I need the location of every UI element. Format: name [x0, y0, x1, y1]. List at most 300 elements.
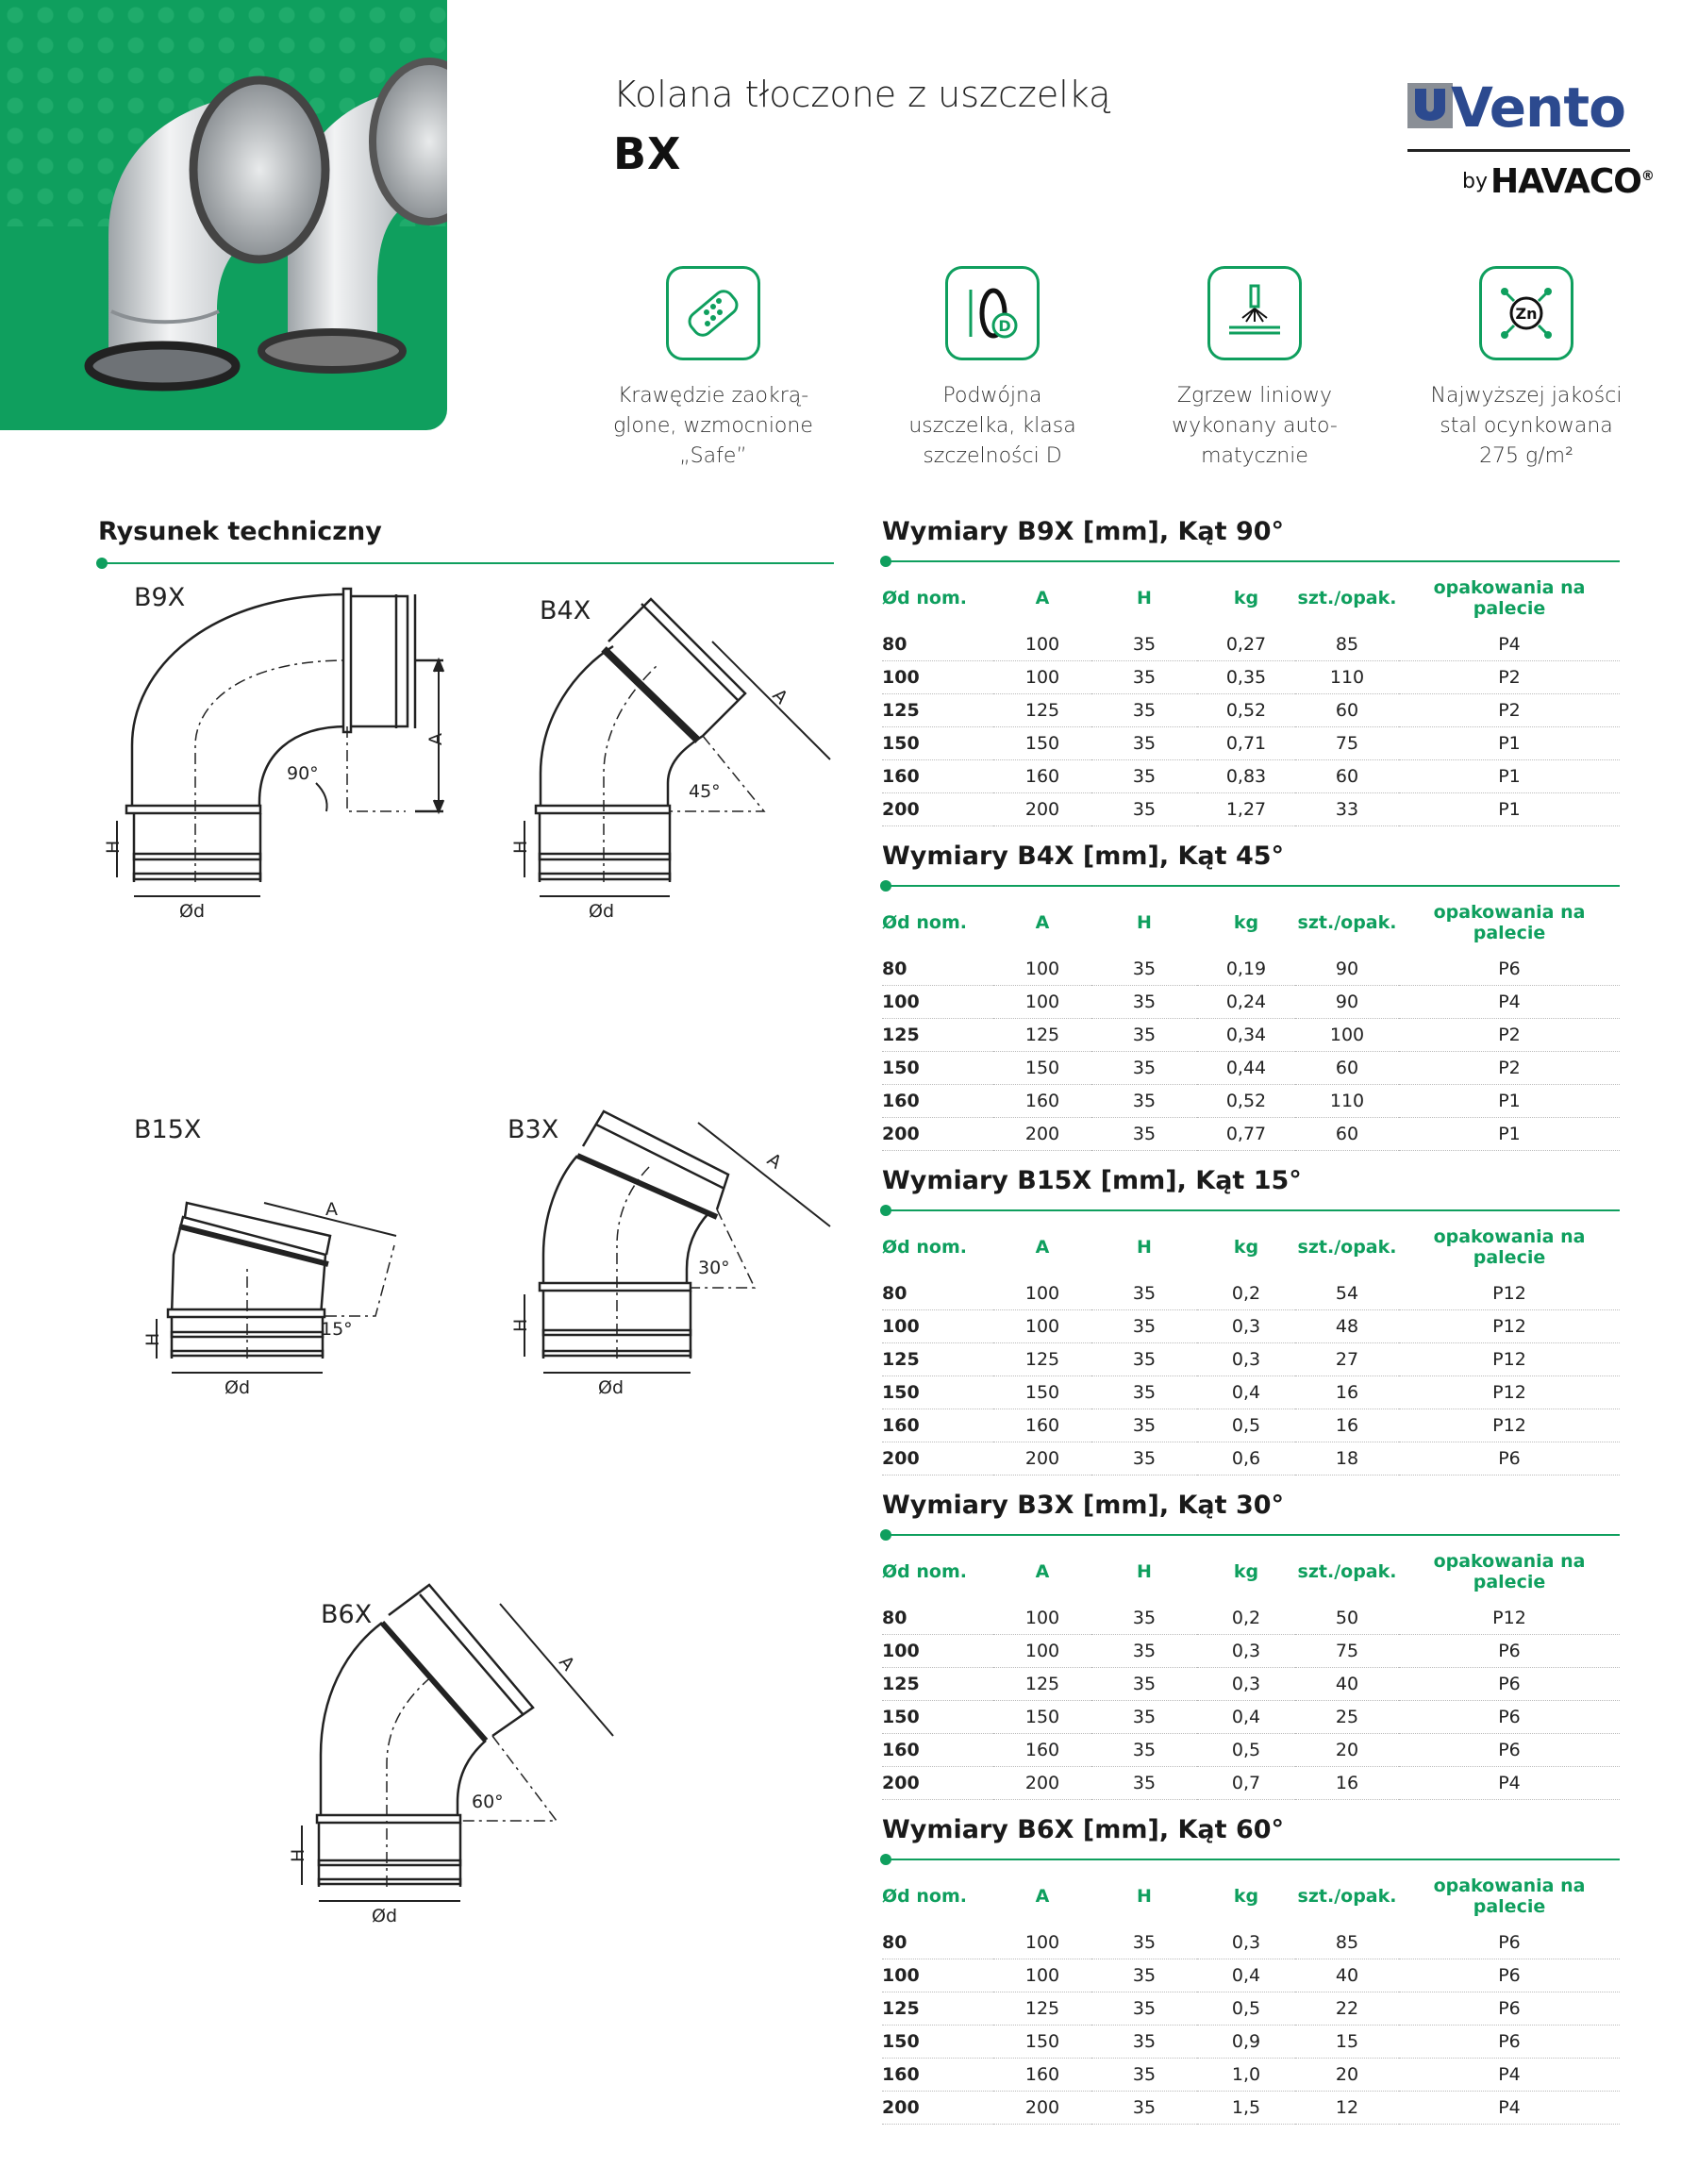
- table-cell: 80: [882, 1926, 993, 1959]
- table-cell: 16: [1295, 1409, 1399, 1442]
- column-header: opakowania na palecie: [1433, 1876, 1586, 1917]
- table-cell: 80: [882, 953, 993, 986]
- svg-text:60°: 60°: [472, 1792, 504, 1812]
- table-row: [882, 953, 1620, 986]
- table-cell: 200: [882, 2092, 993, 2125]
- table-cell: 60: [1295, 694, 1399, 727]
- table-cell: 40: [1295, 1668, 1399, 1701]
- table-cell: 100: [993, 1926, 1091, 1959]
- table-cell: 100: [993, 1959, 1091, 1992]
- feature-weld-seam: [1141, 266, 1368, 472]
- table-cell: 1,0: [1197, 2059, 1295, 2092]
- table-cell: P6: [1399, 1668, 1620, 1701]
- column-header: kg: [1233, 1886, 1259, 1907]
- table-cell: 35: [1091, 1602, 1197, 1635]
- table-cell: 35: [1091, 953, 1197, 986]
- table-cell: P12: [1399, 1310, 1620, 1343]
- table-cell: 160: [882, 1734, 993, 1767]
- vento-logo: [1407, 75, 1654, 208]
- column-header: opakowania na palecie: [1433, 902, 1586, 943]
- table-row: [882, 1668, 1620, 1701]
- column-header: A: [1035, 1237, 1050, 1258]
- table-cell: 85: [1295, 1926, 1399, 1959]
- table-cell: 35: [1091, 1052, 1197, 1085]
- drawing-label-b4x: B4X: [540, 596, 591, 625]
- table-row: [882, 1442, 1620, 1475]
- column-header: kg: [1233, 912, 1259, 933]
- table-spacer: [882, 1917, 1620, 1926]
- column-header: H: [1137, 1237, 1152, 1258]
- table-cell: 0,52: [1197, 694, 1295, 727]
- table-rule: [882, 885, 1620, 887]
- table-cell: 150: [882, 1052, 993, 1085]
- table-cell: 35: [1091, 760, 1197, 793]
- table-cell: P6: [1399, 1701, 1620, 1734]
- table-spacer: [882, 943, 1620, 953]
- table-cell: 125: [993, 1668, 1091, 1701]
- logo-rule: [1407, 149, 1630, 152]
- double-seal-icon: [945, 266, 1040, 360]
- table-cell: 90: [1295, 953, 1399, 986]
- table-cell: 0,3: [1197, 1343, 1295, 1376]
- table-cell: 54: [1295, 1277, 1399, 1310]
- table-cell: 0,5: [1197, 1992, 1295, 2026]
- svg-text:Zn: Zn: [1515, 305, 1538, 323]
- table-cell: P6: [1399, 1734, 1620, 1767]
- table-cell: 100: [993, 628, 1091, 661]
- table-cell: 150: [993, 727, 1091, 760]
- table-cell: 12: [1295, 2092, 1399, 2125]
- table-cell: 125: [882, 1992, 993, 2026]
- table-row: [882, 727, 1620, 760]
- table-row: [882, 661, 1620, 694]
- drawing-b15x: [142, 1199, 396, 1398]
- table-row: [882, 1959, 1620, 1992]
- drawing-b9x: [103, 589, 446, 922]
- table-cell: 16: [1295, 1767, 1399, 1800]
- column-header: Ød nom.: [882, 1886, 967, 1907]
- table-cell: P6: [1399, 1442, 1620, 1475]
- svg-text:30°: 30°: [698, 1258, 730, 1278]
- column-header: A: [1035, 588, 1050, 609]
- table-cell: 0,7: [1197, 1767, 1295, 1800]
- table-cell: 35: [1091, 2092, 1197, 2125]
- table-cell: P4: [1399, 1767, 1620, 1800]
- table-cell: 160: [993, 1085, 1091, 1118]
- svg-text:45°: 45°: [689, 781, 721, 802]
- table-cell: 0,4: [1197, 1959, 1295, 1992]
- vento-mark-icon: [1407, 83, 1453, 128]
- column-header: Ød nom.: [882, 1237, 967, 1258]
- spec-table: [882, 1226, 1620, 1475]
- column-header: szt./opak.: [1297, 588, 1397, 609]
- table-cell: P6: [1399, 953, 1620, 986]
- table-cell: P12: [1399, 1409, 1620, 1442]
- table-cell: 200: [882, 1767, 993, 1800]
- table-row: [882, 1019, 1620, 1052]
- table-cell: 85: [1295, 628, 1399, 661]
- table-cell: 200: [882, 1442, 993, 1475]
- drawing-b3x: [510, 1111, 830, 1398]
- table-cell: P1: [1399, 1118, 1620, 1151]
- svg-text:H: H: [142, 1332, 163, 1346]
- table-cell: 150: [882, 1376, 993, 1409]
- table-cell: 35: [1091, 1635, 1197, 1668]
- table-cell: 150: [882, 1701, 993, 1734]
- table-row: [882, 1376, 1620, 1409]
- table-rule: [882, 560, 1620, 562]
- table-cell: 0,71: [1197, 727, 1295, 760]
- table-cell: P6: [1399, 1635, 1620, 1668]
- table-cell: 18: [1295, 1442, 1399, 1475]
- column-header: A: [1035, 912, 1050, 933]
- table-cell: 0,19: [1197, 953, 1295, 986]
- table-cell: 125: [993, 694, 1091, 727]
- drawing-b4x: [510, 599, 830, 922]
- table-cell: 0,3: [1197, 1635, 1295, 1668]
- table-cell: 1,27: [1197, 793, 1295, 826]
- table-cell: 35: [1091, 2026, 1197, 2059]
- table-cell: P1: [1399, 760, 1620, 793]
- logo-company: [1490, 162, 1654, 201]
- svg-text:Ød: Ød: [589, 901, 615, 922]
- table-cell: 150: [993, 2026, 1091, 2059]
- table-cell: 200: [993, 1767, 1091, 1800]
- table-cell: P6: [1399, 1959, 1620, 1992]
- table-cell: 35: [1091, 1442, 1197, 1475]
- table-cell: 0,35: [1197, 661, 1295, 694]
- table-cell: 80: [882, 628, 993, 661]
- table-cell: 100: [993, 1310, 1091, 1343]
- table-cell: 160: [993, 1409, 1091, 1442]
- table-cell: 150: [993, 1701, 1091, 1734]
- table-cell: P2: [1399, 661, 1620, 694]
- table-cell: 35: [1091, 793, 1197, 826]
- drawing-label-b6x: B6X: [321, 1600, 373, 1629]
- table-cell: 100: [993, 953, 1091, 986]
- table-cell: 35: [1091, 1992, 1197, 2026]
- table-cell: 100: [993, 986, 1091, 1019]
- svg-text:Ød: Ød: [179, 901, 206, 922]
- table-cell: 60: [1295, 1118, 1399, 1151]
- column-header: H: [1137, 1886, 1152, 1907]
- table-cell: 200: [993, 1442, 1091, 1475]
- table-header-row: [882, 1226, 1620, 1268]
- table-cell: 60: [1295, 1052, 1399, 1085]
- column-header: szt./opak.: [1297, 1237, 1397, 1258]
- logo-company-name: HAVACO: [1490, 162, 1641, 201]
- column-header: opakowania na palecie: [1433, 577, 1586, 619]
- table-cell: 125: [993, 1343, 1091, 1376]
- svg-text:15°: 15°: [321, 1319, 353, 1340]
- table-header-row: [882, 902, 1620, 943]
- svg-text:A: A: [763, 1149, 786, 1174]
- table-cell: 100: [993, 1635, 1091, 1668]
- weld-seam-icon: [1207, 266, 1302, 360]
- table-cell: 27: [1295, 1343, 1399, 1376]
- table-cell: 0,3: [1197, 1926, 1295, 1959]
- spec-table: [882, 1551, 1620, 1800]
- table-spacer: [882, 619, 1620, 628]
- drawing-section-title: Rysunek techniczny: [98, 517, 382, 546]
- table-cell: 50: [1295, 1602, 1399, 1635]
- table-row: [882, 1635, 1620, 1668]
- column-header: A: [1035, 1886, 1050, 1907]
- feature-zinc-steel: [1413, 266, 1640, 472]
- table-cell: 90: [1295, 986, 1399, 1019]
- column-header: kg: [1233, 1237, 1259, 1258]
- table-cell: 160: [993, 1734, 1091, 1767]
- table-cell: 35: [1091, 1085, 1197, 1118]
- table-row: [882, 1052, 1620, 1085]
- table-cell: 0,2: [1197, 1602, 1295, 1635]
- table-cell: 35: [1091, 628, 1197, 661]
- table-cell: 150: [993, 1376, 1091, 1409]
- feature-caption: Podwójna uszczelka, klasa szczelności D: [908, 384, 1076, 468]
- table-cell: P12: [1399, 1376, 1620, 1409]
- table-row: [882, 1767, 1620, 1800]
- table-row: [882, 1992, 1620, 2026]
- table-cell: 35: [1091, 1376, 1197, 1409]
- table-cell: 125: [882, 694, 993, 727]
- table-cell: 0,4: [1197, 1376, 1295, 1409]
- table-cell: 150: [882, 2026, 993, 2059]
- table-cell: 35: [1091, 1019, 1197, 1052]
- table-row: [882, 694, 1620, 727]
- column-header: kg: [1233, 1561, 1259, 1582]
- table-cell: 80: [882, 1602, 993, 1635]
- table-cell: P2: [1399, 694, 1620, 727]
- product-title: Kolana tłoczone z uszczelką: [613, 74, 1111, 115]
- column-header: H: [1137, 912, 1152, 933]
- table-cell: 200: [993, 793, 1091, 826]
- table-cell: 35: [1091, 694, 1197, 727]
- table-cell: P6: [1399, 1926, 1620, 1959]
- table-rule: [882, 1534, 1620, 1536]
- table-cell: 0,3: [1197, 1310, 1295, 1343]
- logo-by: by: [1462, 170, 1488, 193]
- table-cell: P12: [1399, 1343, 1620, 1376]
- table-row: [882, 986, 1620, 1019]
- table-cell: 80: [882, 1277, 993, 1310]
- table-title: Wymiary B3X [mm], Kąt 30°: [882, 1491, 1285, 1520]
- table-cell: 35: [1091, 1701, 1197, 1734]
- table-cell: 0,2: [1197, 1277, 1295, 1310]
- table-row: [882, 1602, 1620, 1635]
- table-row: [882, 2059, 1620, 2092]
- zinc-icon: [1479, 266, 1573, 360]
- table-cell: 35: [1091, 727, 1197, 760]
- table-title: Wymiary B4X [mm], Kąt 45°: [882, 842, 1285, 871]
- table-cell: 100: [993, 661, 1091, 694]
- table-cell: 0,5: [1197, 1734, 1295, 1767]
- column-header: H: [1137, 1561, 1152, 1582]
- table-row: [882, 1701, 1620, 1734]
- column-header: Ød nom.: [882, 1561, 967, 1582]
- table-cell: 100: [882, 1959, 993, 1992]
- table-cell: P12: [1399, 1602, 1620, 1635]
- table-cell: 35: [1091, 1343, 1197, 1376]
- table-cell: 25: [1295, 1701, 1399, 1734]
- logo-registered: ®: [1640, 169, 1654, 184]
- table-cell: P1: [1399, 793, 1620, 826]
- table-cell: 200: [993, 2092, 1091, 2125]
- table-cell: 0,24: [1197, 986, 1295, 1019]
- table-cell: 100: [993, 1602, 1091, 1635]
- table-cell: 0,77: [1197, 1118, 1295, 1151]
- svg-text:H: H: [288, 1848, 308, 1862]
- table-cell: 33: [1295, 793, 1399, 826]
- table-cell: P1: [1399, 1085, 1620, 1118]
- spec-table: [882, 1876, 1620, 2125]
- table-cell: P6: [1399, 1992, 1620, 2026]
- table-cell: 125: [882, 1668, 993, 1701]
- table-row: [882, 628, 1620, 661]
- table-cell: 200: [993, 1118, 1091, 1151]
- table-cell: 125: [882, 1019, 993, 1052]
- table-cell: 150: [882, 727, 993, 760]
- column-header: Ød nom.: [882, 588, 967, 609]
- product-code: BX: [613, 128, 682, 179]
- table-cell: 75: [1295, 1635, 1399, 1668]
- drawing-label-b15x: B15X: [134, 1115, 202, 1144]
- table-row: [882, 1118, 1620, 1151]
- table-cell: P4: [1399, 2059, 1620, 2092]
- table-cell: 35: [1091, 1767, 1197, 1800]
- table-cell: 35: [1091, 2059, 1197, 2092]
- table-spacer: [882, 1592, 1620, 1602]
- table-cell: 100: [882, 1310, 993, 1343]
- table-cell: 15: [1295, 2026, 1399, 2059]
- svg-text:A: A: [425, 733, 446, 745]
- table-row: [882, 2026, 1620, 2059]
- svg-text:A: A: [555, 1652, 579, 1676]
- table-cell: 125: [993, 1019, 1091, 1052]
- table-cell: 20: [1295, 1734, 1399, 1767]
- table-cell: 48: [1295, 1310, 1399, 1343]
- table-cell: 0,34: [1197, 1019, 1295, 1052]
- table-cell: 20: [1295, 2059, 1399, 2092]
- table-cell: 200: [882, 1118, 993, 1151]
- table-cell: 100: [882, 986, 993, 1019]
- column-header: opakowania na palecie: [1433, 1226, 1586, 1268]
- table-cell: 200: [882, 793, 993, 826]
- table-cell: P2: [1399, 1019, 1620, 1052]
- table-cell: 150: [993, 1052, 1091, 1085]
- spec-table: [882, 577, 1620, 826]
- table-cell: 0,52: [1197, 1085, 1295, 1118]
- svg-text:H: H: [510, 840, 531, 854]
- table-cell: 125: [882, 1343, 993, 1376]
- table-cell: 100: [993, 1277, 1091, 1310]
- drawing-label-b9x: B9X: [134, 583, 186, 612]
- table-cell: 160: [882, 1085, 993, 1118]
- table-cell: 0,5: [1197, 1409, 1295, 1442]
- table-cell: P6: [1399, 2026, 1620, 2059]
- table-cell: 160: [882, 760, 993, 793]
- table-cell: 75: [1295, 727, 1399, 760]
- table-cell: 100: [1295, 1019, 1399, 1052]
- table-cell: 160: [993, 2059, 1091, 2092]
- table-row: [882, 1310, 1620, 1343]
- table-cell: 1,5: [1197, 2092, 1295, 2125]
- feature-caption: Najwyższej jakości stal ocynkowana 275 g/m²: [1430, 384, 1623, 468]
- table-cell: 0,6: [1197, 1442, 1295, 1475]
- table-cell: 0,3: [1197, 1668, 1295, 1701]
- table-cell: 35: [1091, 1926, 1197, 1959]
- column-header: A: [1035, 1561, 1050, 1582]
- table-cell: P4: [1399, 628, 1620, 661]
- svg-text:Ød: Ød: [598, 1377, 624, 1398]
- table-cell: 125: [993, 1992, 1091, 2026]
- table-header-row: [882, 1876, 1620, 1917]
- logo-brand: Vento: [1451, 75, 1625, 140]
- table-row: [882, 1734, 1620, 1767]
- table-cell: P4: [1399, 2092, 1620, 2125]
- feature-caption: Krawędzie zaokrą- glone, wzmocnione „Safe”: [613, 384, 813, 468]
- table-cell: 0,83: [1197, 760, 1295, 793]
- table-title: Wymiary B6X [mm], Kąt 60°: [882, 1815, 1285, 1844]
- table-row: [882, 1085, 1620, 1118]
- table-cell: 35: [1091, 1734, 1197, 1767]
- column-header: Ød nom.: [882, 912, 967, 933]
- column-header: H: [1137, 588, 1152, 609]
- table-cell: 22: [1295, 1992, 1399, 2026]
- table-cell: P12: [1399, 1277, 1620, 1310]
- table-row: [882, 1277, 1620, 1310]
- table-cell: 35: [1091, 1118, 1197, 1151]
- table-cell: P2: [1399, 1052, 1620, 1085]
- table-cell: 160: [882, 1409, 993, 1442]
- spec-table: [882, 902, 1620, 1151]
- table-cell: 35: [1091, 661, 1197, 694]
- table-cell: 100: [882, 661, 993, 694]
- column-header: kg: [1233, 588, 1259, 609]
- feature-caption: Zgrzew liniowy wykonany auto- matycznie: [1172, 384, 1338, 468]
- table-cell: 35: [1091, 986, 1197, 1019]
- column-header: opakowania na palecie: [1433, 1551, 1586, 1592]
- table-spacer: [882, 1268, 1620, 1277]
- table-cell: 60: [1295, 760, 1399, 793]
- drawing-b6x: [288, 1585, 613, 1926]
- table-row: [882, 793, 1620, 826]
- table-cell: 0,9: [1197, 2026, 1295, 2059]
- table-title: Wymiary B9X [mm], Kąt 90°: [882, 517, 1285, 546]
- table-rule: [882, 1209, 1620, 1211]
- svg-text:A: A: [325, 1199, 338, 1220]
- table-cell: 0,4: [1197, 1701, 1295, 1734]
- svg-text:H: H: [103, 840, 124, 854]
- table-cell: 35: [1091, 1277, 1197, 1310]
- column-header: szt./opak.: [1297, 1561, 1397, 1582]
- table-cell: P1: [1399, 727, 1620, 760]
- table-cell: 100: [882, 1635, 993, 1668]
- table-cell: 0,27: [1197, 628, 1295, 661]
- table-header-row: [882, 577, 1620, 619]
- table-cell: 160: [882, 2059, 993, 2092]
- svg-text:Ød: Ød: [372, 1906, 398, 1926]
- svg-text:90°: 90°: [287, 763, 319, 784]
- table-cell: 110: [1295, 661, 1399, 694]
- table-cell: 35: [1091, 1668, 1197, 1701]
- table-cell: 35: [1091, 1310, 1197, 1343]
- table-cell: 35: [1091, 1959, 1197, 1992]
- table-row: [882, 2092, 1620, 2125]
- table-cell: P4: [1399, 986, 1620, 1019]
- table-row: [882, 760, 1620, 793]
- svg-text:D: D: [998, 317, 1011, 335]
- table-header-row: [882, 1551, 1620, 1592]
